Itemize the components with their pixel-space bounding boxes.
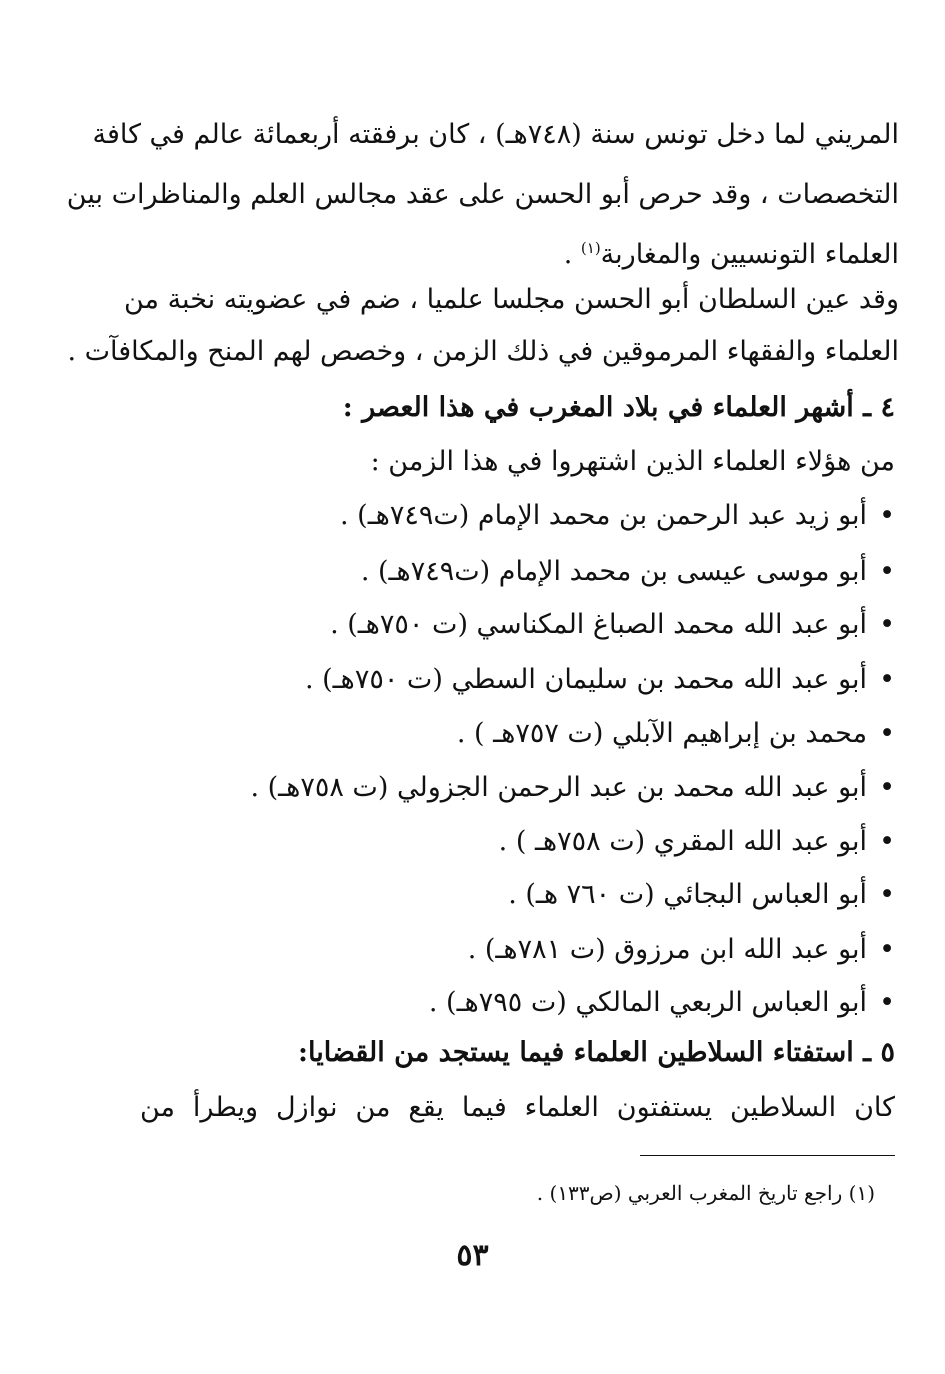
scholar-item-8	[508, 875, 895, 915]
bullet-icon: •	[879, 664, 895, 695]
scholar-item-text: محمد بن إبراهيم الآبلي (ت ٧٥٧هـ ) .	[456, 718, 868, 749]
section-4-heading: ٤ ـ أشهر العلماء في بلاد المغرب في هذا العصر :	[342, 392, 895, 423]
scholar-item-text: أبو العباس الربعي المالكي (ت ٧٩٥هـ) .	[428, 987, 868, 1018]
bullet-icon: •	[879, 934, 895, 965]
scholar-item-text: أبو زيد عبد الرحمن بن محمد الإمام (ت٧٤٩هـ) .	[340, 500, 868, 531]
scholar-item-text: أبو عبد الله المقري (ت ٧٥٨هـ ) .	[498, 826, 868, 857]
paragraph-2-line-2: العلماء والفقهاء المرموقين في ذلك الزمن ، وخصص لهم المنح والمكافآت .	[67, 336, 899, 367]
scholar-item-7	[499, 822, 895, 862]
bullet-icon: •	[879, 826, 895, 857]
bullet-icon: •	[879, 609, 895, 640]
bullet-icon: •	[879, 879, 895, 910]
scholar-item-text: أبو العباس البجائي (ت ٧٦٠ هـ) .	[508, 879, 868, 910]
scholar-item-9	[468, 930, 895, 970]
paragraph-1-line-3	[564, 235, 899, 275]
footnote-divider	[640, 1155, 895, 1156]
bullet-icon: •	[879, 718, 895, 749]
scholar-item-3	[330, 605, 895, 645]
scholar-item-4	[305, 660, 895, 700]
paragraph-1-line-2: التخصصات ، وقد حرص أبو الحسن على عقد مجالس العلم والمناظرات بين	[66, 179, 899, 210]
scholar-item-2	[361, 552, 895, 592]
scholar-item-text: أبو عبد الله محمد بن سليمان السطي (ت ٧٥٠هـ) .	[304, 664, 868, 695]
page-number: ٥٣	[456, 1238, 489, 1273]
bullet-icon: •	[879, 772, 895, 803]
scholar-item-text: أبو عبد الله محمد الصباغ المكناسي (ت ٧٥٠هـ) .	[330, 609, 868, 640]
section-5-line-1: كان السلاطين يستفتون العلماء فيما يقع من نوازل ويطرأ من	[140, 1092, 895, 1123]
paragraph-1-line-1: المريني لما دخل تونس سنة (٧٤٨هـ) ، كان برفقته أربعمائة عالم في كافة	[92, 119, 899, 150]
section-5-heading: ٥ ـ استفتاء السلاطين العلماء فيما يستجد من القضايا:	[298, 1037, 895, 1068]
footnote: (١) راجع تاريخ المغرب العربي (ص١٣٣) .	[536, 1181, 875, 1205]
scholar-item-text: أبو عبد الله ابن مرزوق (ت ٧٨١هـ) .	[467, 934, 868, 965]
section-4-intro: من هؤلاء العلماء الذين اشتهروا في هذا الزمن :	[370, 446, 895, 477]
footnote-reference: (١)	[580, 239, 601, 257]
scholar-item-1	[340, 496, 895, 536]
bullet-icon: •	[879, 556, 895, 587]
scholar-item-text: أبو موسى عيسى بن محمد الإمام (ت٧٤٩هـ) .	[360, 556, 868, 587]
paragraph-2-line-1: وقد عين السلطان أبو الحسن مجلسا علميا ، ضم في عضويته نخبة من	[123, 284, 899, 315]
scholar-item-5	[457, 714, 895, 754]
scholar-item-6	[250, 768, 895, 808]
bullet-icon: •	[879, 500, 895, 531]
scholar-item-10	[429, 983, 895, 1023]
paragraph-1-line-3-text: العلماء التونسيين والمغاربة	[600, 239, 899, 270]
scholar-item-text: أبو عبد الله محمد بن عبد الرحمن الجزولي (ت ٧٥٨هـ) .	[250, 772, 868, 803]
bullet-icon: •	[879, 987, 895, 1018]
paragraph-1-line-3-end: .	[563, 239, 573, 270]
